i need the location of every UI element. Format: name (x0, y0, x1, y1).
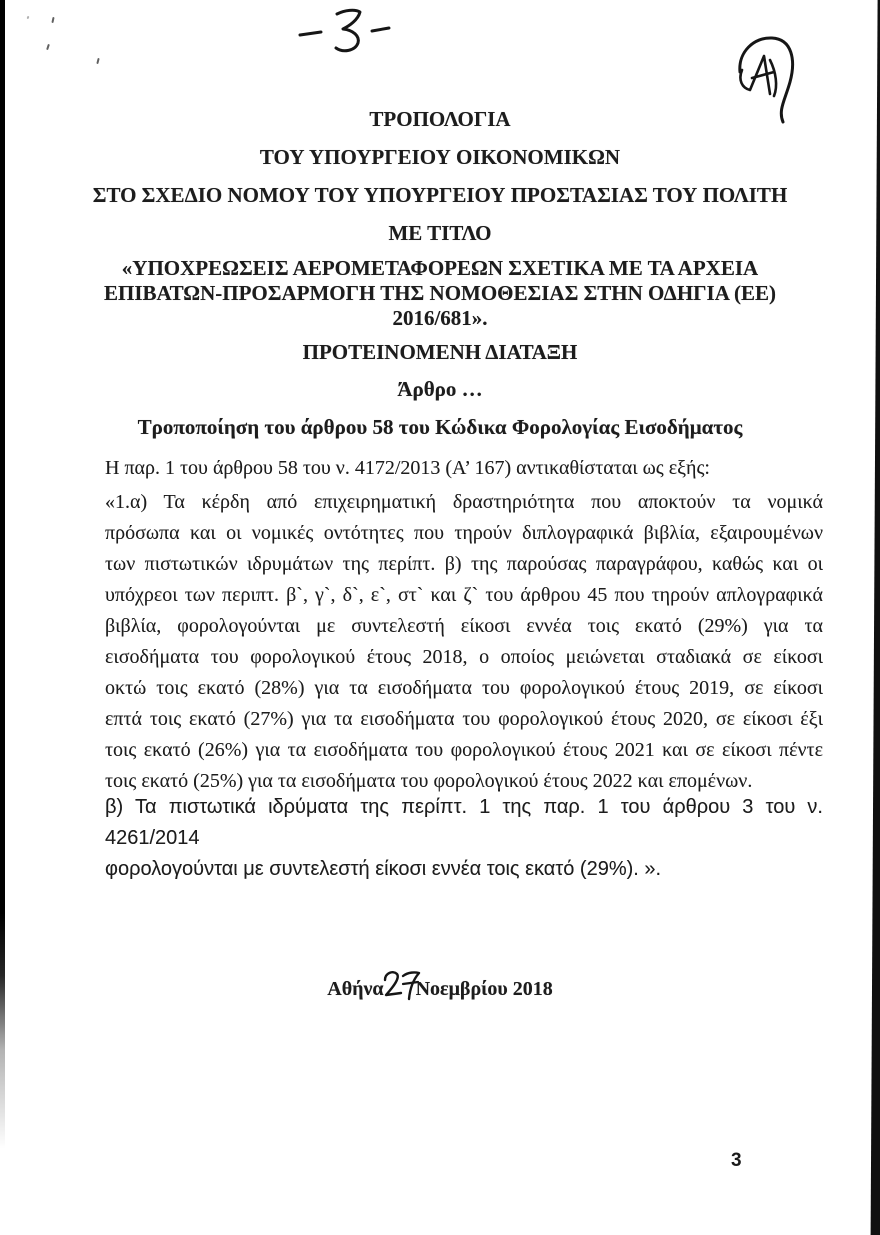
handwritten-day (381, 968, 421, 1004)
text-line: β) Τα πιστωτικά ιδρύματα της περίπτ. 1 της παρ. 1 του άρθρου 3 του ν. 4261/2014 (105, 796, 823, 849)
date-city: Αθήνα (327, 978, 384, 1000)
text-line: 2016/681». (392, 306, 488, 330)
text-line: ΜΕ ΤΙΤΛΟ (388, 221, 492, 245)
date-line (0, 968, 880, 1004)
scan-speck (51, 17, 54, 23)
text-line: φορολογούνται με συντελεστή είκοσι εννέα τοις εκατό (29%). ». (105, 858, 662, 880)
scan-edge-artifact-left (0, 0, 5, 1235)
date-rest: Νοεμβρίου 2018 (415, 978, 553, 1000)
article-subject: Τροποποίηση του άρθρου 58 του Κώδικα Φορολογίας Εισοδήματος (137, 415, 743, 439)
text-line: «ΥΠΟΧΡΕΩΣΕΙΣ ΑΕΡΟΜΕΤΑΦΟΡΕΩΝ ΣΧΕΤΙΚΑ ΜΕ ΤΑ ΑΡΧΕΙΑ (121, 256, 759, 280)
text-line: υπόχρεοι των περιπτ. β`, γ`, δ`, ε`, στ` και ζ` του άρθρου 45 που τηρούν απλογραφικά (105, 584, 823, 606)
scan-edge-artifact-right (870, 0, 880, 1235)
document-heading (75, 100, 805, 252)
text-line: τοις εκατό (26%) για τα εισοδήματα του φορολογικού έτους 2021 και σε είκοσι πέντε (105, 739, 823, 761)
law-title (90, 256, 790, 331)
handwritten-page-mark (297, 6, 397, 54)
paragraph-1a (105, 487, 823, 797)
text-line: ΤΡΟΠΟΛΟΓΙΑ (369, 107, 511, 131)
paragraph-b (105, 792, 823, 885)
text-line: των πιστωτικών ιδρυμάτων της περίπτ. β) της παρούσας παραγράφου, καθώς και οι (105, 553, 823, 575)
text-line: ΣΤΟ ΣΧΕΔΙΟ ΝΟΜΟΥ ΤΟΥ ΥΠΟΥΡΓΕΙΟΥ ΠΡΟΣΤΑΣΙΑΣ ΤΟΥ ΠΟΛΙΤΗ (92, 183, 788, 207)
intro-line: Η παρ. 1 του άρθρου 58 του ν. 4172/2013 (Α’ 167) αντικαθίσταται ως εξής: (105, 457, 710, 479)
scan-speck (96, 58, 99, 64)
scan-speck (27, 16, 30, 20)
section-heading: ΠΡΟΤΕΙΝΟΜΕΝΗ ΔΙΑΤΑΞΗ (302, 340, 578, 364)
text-line: βιβλία, φορολογούνται με συντελεστή είκοσι εννέα τοις εκατό (29%) για τα (105, 615, 823, 637)
page-number: 3 (731, 1150, 742, 1171)
text-line: πρόσωπα και οι νομικές οντότητες που τηρούν διπλογραφικά βιβλία, εξαιρουμένων (105, 522, 823, 544)
text-line: τοις εκατό (25%) για τα εισοδήματα του φορολογικού έτους 2022 και επομένων. (105, 770, 753, 792)
article-heading: Άρθρο … (397, 377, 483, 401)
text-line: οκτώ τοις εκατό (28%) για τα εισοδήματα του φορολογικού έτους 2019, σε είκοσι (105, 677, 823, 699)
text-line: εισοδήματα του φορολογικού έτους 2018, ο οποίος μειώνεται σταδιακά σε είκοσι (105, 646, 823, 668)
text-line: επτά τοις εκατό (27%) για τα εισοδήματα του φορολογικού έτους 2020, σε είκοσι έξι (105, 708, 823, 730)
text-line: «1.α) Τα κέρδη από επιχειρηματική δραστηριότητα που αποκτούν τα νομικά (105, 491, 823, 513)
text-line: ΤΟΥ ΥΠΟΥΡΓΕΙΟΥ ΟΙΚΟΝΟΜΙΚΩΝ (259, 145, 621, 169)
text-line: ΕΠΙΒΑΤΩΝ-ΠΡΟΣΑΡΜΟΓΗ ΤΗΣ ΝΟΜΟΘΕΣΙΑΣ ΣΤΗΝ ΟΔΗΓΙΑ (ΕΕ) (104, 281, 776, 305)
scan-speck (46, 44, 50, 50)
